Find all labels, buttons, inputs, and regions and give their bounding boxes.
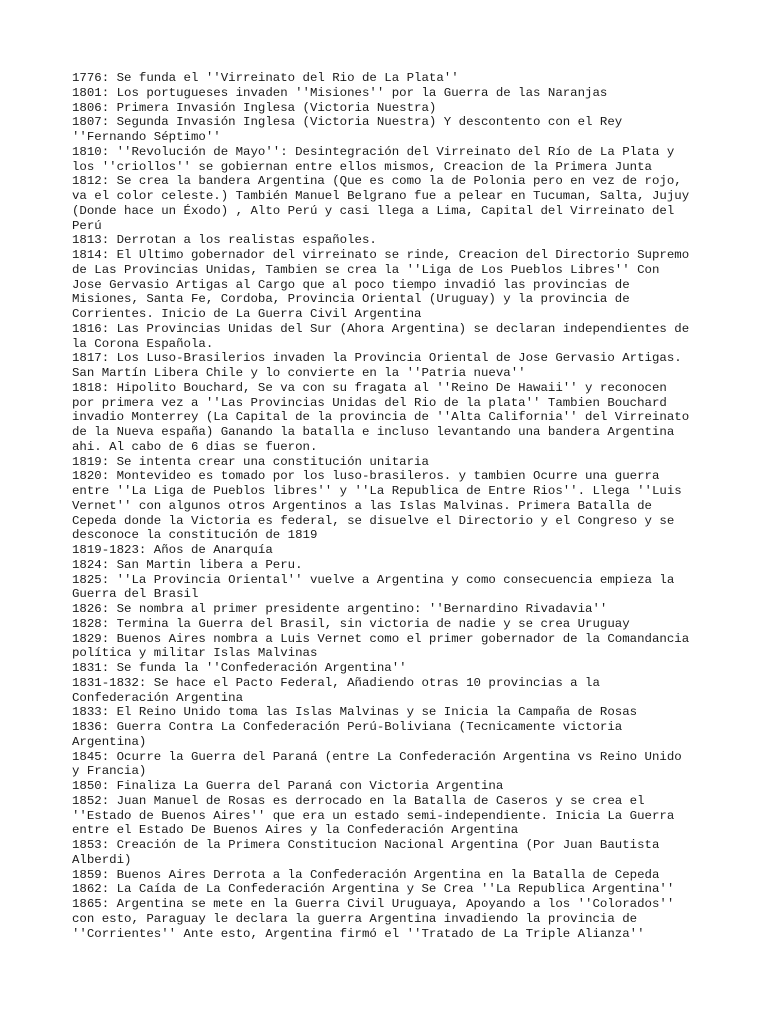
text-line: de la Nueva españa) Ganando la batalla e incluso levantando una bandera Argentina [72, 425, 675, 439]
text-line: la Corona Española. [72, 336, 214, 351]
text-line: con esto, Paraguay le declara la guerra Argentina invadiendo la provincia de [72, 911, 638, 926]
text-line: Cepeda donde la Victoria es federal, se disuelve el Directorio y el Congreso y se [72, 513, 675, 528]
text-line: 1833: El Reino Unido toma las Islas Malvinas y se Inicia la Campaña de Rosas [72, 705, 638, 720]
text-line: Perú [72, 218, 102, 233]
text-line: 1818: Hipolito Bouchard, Se va con su fragata al ''Reino De Hawaii'' y reconocen [72, 380, 667, 395]
text-line: 1817: Los Luso-Brasilerios invaden la Provincia Oriental de Jose Gervasio Artigas. [72, 351, 682, 366]
text-line: 1776: Se funda el ''Virreinato del Rio de La Plata'' [72, 71, 459, 85]
document-page [72, 71, 702, 941]
text-line: 1801: Los portugueses invaden ''Misiones'' por la Guerra de las Naranjas [72, 85, 608, 100]
text-line: Guerra del Brasil [72, 587, 199, 602]
text-line: Confederación Argentina [72, 690, 244, 705]
text-line: 1850: Finaliza La Guerra del Paraná con Victoria Argentina [72, 779, 504, 793]
text-line: Alberdi) [72, 852, 132, 867]
text-line: 1807: Segunda Invasión Inglesa (Victoria Nuestra) Y descontento con el Rey [72, 115, 623, 130]
text-line: 1812: Se crea la bandera Argentina (Que es como la de Polonia pero en vez de rojo, [72, 174, 682, 189]
text-line: 1825: ''La Provincia Oriental'' vuelve a Argentina y como consecuencia empieza la [72, 572, 675, 587]
text-line: 1813: Derrotan a los realistas españoles. [72, 233, 377, 248]
text-line: Corrientes. Inicio de La Guerra Civil Argentina [72, 307, 422, 321]
text-line: Misiones, Santa Fe, Cordoba, Provincia Oriental (Uruguay) y la provincia de [72, 292, 630, 307]
text-line: invadio Monterrey (La Capital de la provincia de ''Alta California'' del Virreinato [72, 410, 690, 425]
text-line: 1814: El Ultimo gobernador del virreinato se rinde, Creacion del Directorio Supremo [72, 248, 690, 262]
text-line: 1859: Buenos Aires Derrota a la Confederación Argentina en la Batalla de Cepeda [72, 867, 660, 882]
text-line: Vernet'' con algunos otros Argentinos a las Islas Malvinas. Primera Batalla de [72, 498, 652, 513]
text-line: entre ''La Liga de Pueblos libres'' y ''La Republica de Entre Rios''. Llega ''Luis [72, 484, 682, 498]
text-line: 1852: Juan Manuel de Rosas es derrocado en la Batalla de Caseros y se crea el [72, 793, 645, 808]
text-line: entre el Estado De Buenos Aires y la Confederación Argentina [72, 823, 519, 838]
text-line: 1828: Termina la Guerra del Brasil, sin victoria de nadie y se crea Uruguay [72, 616, 630, 631]
text-line: 1865: Argentina se mete en la Guerra Civil Uruguaya, Apoyando a los ''Colorados'' [72, 897, 675, 911]
text-line: de Las Provincias Unidas, Tambien se crea la ''Liga de Los Pueblos Libres'' Con [72, 262, 660, 277]
text-line: ''Fernando Séptimo'' [72, 130, 221, 144]
text-line: política y militar Islas Malvinas [72, 646, 318, 661]
document-text-block [72, 71, 702, 941]
text-line: va el color celeste.) También Manuel Belgrano fue a pelear en Tucuman, Salta, Jujuy [72, 189, 690, 203]
text-line: los ''criollos'' se gobiernan entre ellos mismos, Creacion de la Primera Junta [72, 159, 652, 174]
text-line: ''Corrientes'' Ante esto, Argentina firmó el ''Tratado de La Triple Alianza'' [72, 926, 645, 941]
text-line: 1836: Guerra Contra La Confederación Perú-Boliviana (Tecnicamente victoria [72, 720, 623, 734]
text-line: Jose Gervasio Artigas al Cargo que al poco tiempo invadió las provincias de [72, 277, 630, 292]
text-line: 1810: ''Revolución de Mayo'': Desintegración del Virreinato del Río de La Plata y [72, 144, 675, 159]
text-line: 1831: Se funda la ''Confederación Argentina'' [72, 661, 407, 675]
text-line: 1816: Las Provincias Unidas del Sur (Ahora Argentina) se declaran independientes de [72, 321, 690, 336]
text-line: 1819-1823: Años de Anarquía [72, 543, 273, 557]
text-line: y Francia) [72, 764, 147, 779]
text-line: (Donde hace un Éxodo) , Alto Perú y casi llega a Lima, Capital del Virreinato del [72, 203, 675, 218]
text-line: 1819: Se intenta crear una constitución unitaria [72, 454, 429, 469]
text-line: ''Estado de Buenos Aires'' que era un estado semi-independiente. Inicia La Guerra [72, 808, 675, 823]
text-line: 1826: Se nombra al primer presidente argentino: ''Bernardino Rivadavia'' [72, 602, 608, 616]
text-line: Argentina) [72, 734, 147, 749]
text-line: San Martín Libera Chile y lo convierte en la ''Patria nueva'' [72, 366, 526, 380]
text-line: 1824: San Martin libera a Peru. [72, 557, 303, 572]
text-line: 1831-1832: Se hace el Pacto Federal, Añadiendo otras 10 provincias a la [72, 675, 600, 690]
text-line: ahi. Al cabo de 6 dias se fueron. [72, 439, 318, 454]
text-line: 1829: Buenos Aires nombra a Luis Vernet como el primer gobernador de la Comandancia [72, 631, 690, 646]
text-line: 1853: Creación de la Primera Constitucion Nacional Argentina (Por Juan Bautista [72, 838, 660, 852]
text-line: por primera vez a ''Las Provincias Unidas del Rio de la plata'' Tambien Bouchard [72, 395, 667, 410]
text-line: 1820: Montevideo es tomado por los luso-brasileros. y tambien Ocurre una guerra [72, 469, 660, 484]
text-line: 1845: Ocurre la Guerra del Paraná (entre La Confederación Argentina vs Reino Unido [72, 749, 682, 764]
text-line: 1862: La Caída de La Confederación Argentina y Se Crea ''La Republica Argentina'' [72, 882, 675, 897]
text-line: 1806: Primera Invasión Inglesa (Victoria Nuestra) [72, 100, 437, 115]
text-line: desconoce la constitución de 1819 [72, 528, 318, 543]
